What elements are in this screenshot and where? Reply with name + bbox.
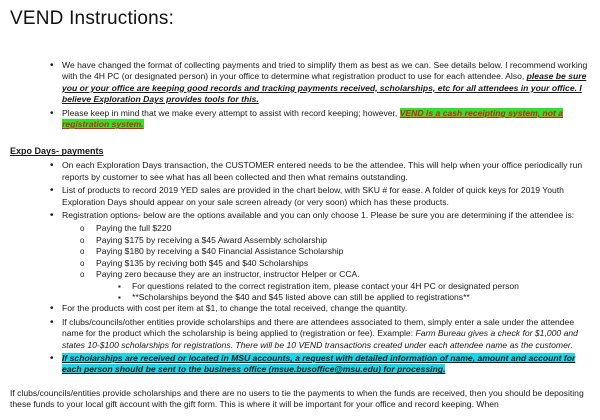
page-title: VEND Instructions: — [10, 8, 175, 29]
options-list — [10, 223, 590, 280]
list-item — [10, 353, 590, 376]
list-item: • List of products to record 2019 YED sales are provided in the chart below, with SKU # for ease. A folder of quick keys for 2019 Youth Exploration Days should appear on your sale screen already (or very soon) which has these products. — [10, 185, 590, 208]
msu-text-a: If scholarships are received or located in MSU accounts, a request with detailed information of name, amount and account for each person should be sent to the business office ( — [62, 352, 576, 375]
intro-text-1: We have changed the format of collecting payments and tried to simplify them as best as we can. See details below. I recommend working with the 4H PC (or designated person) in your office to determine what registration product to use for each attendee. Also, — [62, 60, 588, 82]
closing-paragraph: If clubs/councils/entities provide scholarships and there are no users to tie the payments to when the funds are received, then you should be depositing these funds to your local gift account with the gift form. This is where it will be important for your office and record keeping. When — [10, 387, 584, 410]
msu-accounts-highlight — [62, 353, 575, 374]
list-item — [10, 108, 590, 131]
option-item: o Paying $135 by reciving both $45 and $40 Scholarships — [10, 258, 590, 269]
option-item: o Paying $180 by receiving a $40 Financial Assistance Scholarship — [10, 246, 590, 257]
cash-receipting-highlight: VEND is a cash receipting system, not a registration system. — [62, 107, 564, 130]
sub-option-item: ▪ **Scholarships beyond the $40 and $45 listed above can still be applied to registrations** — [10, 292, 590, 303]
intro-text-2: Please keep in mind that we make every attempt to assist with record keeping; however, — [62, 107, 400, 118]
option-item: o Paying zero because they are an instructor, instructor Helper or CCA. — [10, 269, 590, 280]
intro-list — [10, 60, 590, 130]
scholarship-text: If clubs/councils/other entities provide scholarships and there are attendees associated to them, simply enter a sale under the attendee name for the product which the scholarship is being applied to (registration or fee). Example: — [62, 316, 575, 339]
business-office-email-link[interactable]: msue.busoffice@msu.edu — [271, 364, 379, 375]
expo-list — [10, 160, 590, 221]
option-item: o Paying the full $220 — [10, 223, 590, 234]
list-item: • Registration options- below are the options available and you can only choose 1. Please be sure you are determining if the attendee is: — [10, 210, 590, 221]
sub-options-list — [10, 281, 590, 304]
section-heading: Expo Days- payments — [10, 146, 104, 157]
example-italic: Farm Bureau gives a check for $1,000 and states 10-$100 scholarships for registrations. There will be 10 VEND transactions created under each attendee name as the customer. — [62, 328, 578, 350]
list-item — [10, 60, 590, 106]
records-emphasis: please be sure you or your office are keeping good records and tracking payments received, scholarships, etc for all attendees in your office. I believe Exploration Days provides tools for this. — [62, 71, 587, 105]
list-item — [10, 317, 590, 351]
list-item: • For the products with cost per item at $1, to change the total received, change the quantity. — [10, 303, 590, 314]
option-item: o Paying $175 by receiving a $45 Award Assembly scholarship — [10, 235, 590, 246]
expo-list-continued — [10, 303, 590, 375]
sub-option-item: ▪ For questions related to the correct registration item, please contact your 4H PC or designated person — [10, 281, 590, 292]
msu-text-b: ) for processing. — [378, 364, 446, 375]
list-item: • On each Exploration Days transaction, the CUSTOMER entered needs to be the attendee. This will help when your office periodically run reports by customer to see what has all been collected and then what remains outstanding. — [10, 160, 590, 183]
